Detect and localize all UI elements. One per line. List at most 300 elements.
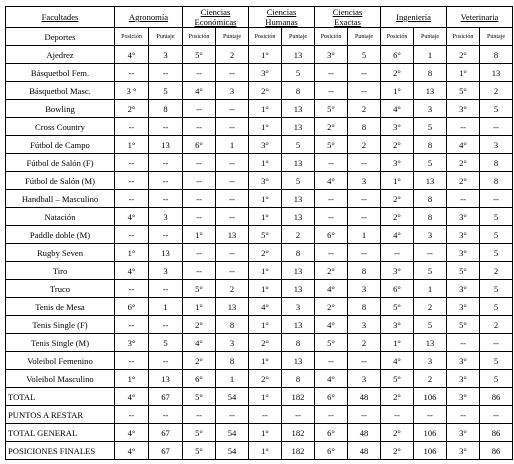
position-cell: 6°	[315, 442, 348, 460]
table-row	[6, 262, 513, 280]
position-cell: 4°	[249, 298, 282, 316]
position-cell: --	[315, 352, 348, 370]
position-cell: 1°	[249, 352, 282, 370]
sport-name-cell: TOTAL GENERAL	[6, 424, 115, 442]
position-cell: --	[115, 316, 149, 334]
sport-name-cell: TOTAL	[6, 388, 115, 406]
points-cell: 13	[480, 64, 513, 82]
points-cell: --	[149, 190, 183, 208]
sport-name-cell: Fútbol de Salón (F)	[6, 154, 115, 172]
position-cell: 5°	[447, 82, 480, 100]
position-cell: 4°	[381, 226, 414, 244]
position-cell: 1°	[249, 280, 282, 298]
position-cell: 1°	[249, 424, 282, 442]
position-cell: 6°	[381, 280, 414, 298]
position-cell: 2°	[315, 262, 348, 280]
points-cell: 13	[149, 136, 183, 154]
position-cell: 2°	[381, 424, 414, 442]
faculty-name-line: Agronomía	[128, 12, 169, 22]
points-cell: --	[348, 190, 381, 208]
points-cell: 5	[480, 226, 513, 244]
points-cell: --	[480, 406, 513, 424]
position-cell: 2°	[381, 136, 414, 154]
position-cell: 2°	[315, 298, 348, 316]
points-cell: --	[216, 190, 249, 208]
table-row	[6, 172, 513, 190]
position-cell: --	[315, 82, 348, 100]
points-cell: 86	[480, 388, 513, 406]
points-cell: 3	[414, 100, 447, 118]
sport-name-cell: Tenis Single (F)	[6, 316, 115, 334]
position-cell: --	[183, 208, 216, 226]
table-row	[6, 118, 513, 136]
points-cell: 8	[216, 316, 249, 334]
table-row	[6, 46, 513, 64]
position-cell: --	[115, 280, 149, 298]
points-cell: --	[480, 118, 513, 136]
position-cell: --	[315, 154, 348, 172]
position-cell: --	[115, 64, 149, 82]
points-cell: 86	[480, 442, 513, 460]
position-subheader: Posición	[249, 28, 282, 46]
position-cell: 4°	[315, 172, 348, 190]
position-cell: 4°	[183, 82, 216, 100]
position-cell: 1°	[249, 262, 282, 280]
position-subheader: Posición	[115, 28, 149, 46]
points-cell: 5	[149, 82, 183, 100]
points-cell: 13	[282, 46, 315, 64]
position-cell: --	[183, 100, 216, 118]
points-subheader: Puntaje	[282, 28, 315, 46]
points-cell: 8	[282, 334, 315, 352]
position-cell: --	[315, 64, 348, 82]
position-cell: 5°	[183, 46, 216, 64]
points-cell: 106	[414, 442, 447, 460]
points-cell: --	[216, 100, 249, 118]
points-cell: 182	[282, 424, 315, 442]
points-cell: 13	[282, 352, 315, 370]
position-cell: 3°	[447, 280, 480, 298]
points-cell: --	[414, 406, 447, 424]
points-cell: 5	[414, 316, 447, 334]
position-cell: 3°	[447, 298, 480, 316]
position-cell: --	[115, 406, 149, 424]
faculty-economicas-header	[183, 7, 249, 28]
points-cell: --	[149, 352, 183, 370]
position-cell: 3°	[381, 316, 414, 334]
position-cell: 5°	[447, 316, 480, 334]
position-cell: 2°	[447, 172, 480, 190]
table-row	[6, 64, 513, 82]
points-cell: 2	[414, 298, 447, 316]
position-cell: 2°	[115, 100, 149, 118]
points-cell: --	[149, 64, 183, 82]
table-row	[6, 154, 513, 172]
points-subheader: Puntaje	[480, 28, 513, 46]
position-cell: 2°	[381, 442, 414, 460]
sport-name-cell: Fútbol de Campo	[6, 136, 115, 154]
position-subheader: Posición	[381, 28, 414, 46]
faculty-name-line: Humanas	[265, 17, 298, 27]
position-cell: 1°	[249, 100, 282, 118]
position-cell: 4°	[381, 352, 414, 370]
position-cell: 1°	[249, 190, 282, 208]
points-cell: 2	[480, 316, 513, 334]
sport-name-cell: Voleibol Femenino	[6, 352, 115, 370]
points-cell: --	[414, 244, 447, 262]
results-table	[5, 6, 513, 460]
position-cell: --	[115, 154, 149, 172]
position-cell: 6°	[315, 226, 348, 244]
table-row	[6, 226, 513, 244]
position-cell: 5°	[315, 100, 348, 118]
position-cell: --	[315, 190, 348, 208]
points-cell: 3	[149, 208, 183, 226]
position-cell: 1°	[183, 226, 216, 244]
faculty-name-line: Ciencias	[332, 7, 363, 17]
points-cell: --	[348, 406, 381, 424]
position-cell: 1°	[249, 208, 282, 226]
position-cell: 5°	[249, 226, 282, 244]
points-cell: 3	[216, 82, 249, 100]
points-cell: 8	[348, 118, 381, 136]
points-cell: --	[216, 208, 249, 226]
table-row	[6, 370, 513, 388]
points-cell: 3	[348, 172, 381, 190]
table-row	[6, 280, 513, 298]
sports-header-label: Deportes	[6, 28, 115, 46]
points-cell: --	[348, 352, 381, 370]
position-cell: 5°	[183, 442, 216, 460]
points-cell: 13	[216, 298, 249, 316]
points-cell: 2	[480, 262, 513, 280]
position-cell: 2°	[183, 316, 216, 334]
points-cell: 106	[414, 424, 447, 442]
position-cell: 3°	[447, 424, 480, 442]
position-cell: --	[115, 352, 149, 370]
results-table-container	[5, 6, 513, 460]
points-cell: 8	[282, 244, 315, 262]
points-cell: 1	[414, 46, 447, 64]
table-row	[6, 82, 513, 100]
position-cell: 3°	[447, 388, 480, 406]
position-cell: 4°	[115, 388, 149, 406]
position-cell: 3°	[447, 244, 480, 262]
position-cell: 6°	[381, 46, 414, 64]
points-cell: 5	[480, 280, 513, 298]
position-cell: 1°	[249, 118, 282, 136]
position-cell: 2°	[183, 352, 216, 370]
position-cell: 1°	[115, 370, 149, 388]
points-cell: 13	[149, 370, 183, 388]
position-cell: --	[183, 406, 216, 424]
points-cell: 5	[282, 172, 315, 190]
points-cell: 5	[480, 298, 513, 316]
points-cell: 8	[149, 100, 183, 118]
faculty-header-row	[6, 7, 513, 28]
position-cell: 1°	[381, 334, 414, 352]
position-cell: --	[183, 154, 216, 172]
points-cell: 67	[149, 442, 183, 460]
points-cell: 13	[414, 334, 447, 352]
points-cell: --	[282, 406, 315, 424]
points-cell: --	[216, 118, 249, 136]
faculty-name-line: Veterinaria	[460, 12, 499, 22]
position-cell: --	[381, 406, 414, 424]
points-cell: 13	[282, 208, 315, 226]
points-subheader: Puntaje	[216, 28, 249, 46]
sport-name-cell: Fútbol de Salón (M)	[6, 172, 115, 190]
points-cell: --	[216, 64, 249, 82]
points-cell: 8	[414, 190, 447, 208]
position-cell: --	[381, 244, 414, 262]
points-cell: 5	[480, 208, 513, 226]
points-cell: 1	[216, 136, 249, 154]
position-cell: 4°	[115, 262, 149, 280]
points-cell: 5	[414, 154, 447, 172]
position-cell: 3°	[381, 118, 414, 136]
position-cell: 1°	[249, 154, 282, 172]
faculty-name-line: Ingeniería	[396, 12, 431, 22]
position-cell: --	[315, 406, 348, 424]
table-row	[6, 244, 513, 262]
position-cell: 3°	[447, 370, 480, 388]
position-cell: 6°	[315, 388, 348, 406]
position-cell: 1°	[249, 388, 282, 406]
position-cell: 2°	[381, 388, 414, 406]
position-cell: --	[447, 118, 480, 136]
position-cell: --	[183, 262, 216, 280]
position-cell: 3°	[315, 46, 348, 64]
points-cell: 3	[348, 370, 381, 388]
position-subheader: Posición	[447, 28, 480, 46]
position-cell: 6°	[183, 370, 216, 388]
position-cell: 5°	[315, 334, 348, 352]
position-cell: --	[315, 208, 348, 226]
table-row	[6, 388, 513, 406]
faculty-exactas-header	[315, 7, 381, 28]
position-cell: 2°	[447, 46, 480, 64]
position-cell: --	[115, 190, 149, 208]
position-cell: 5°	[447, 262, 480, 280]
points-cell: --	[149, 154, 183, 172]
points-cell: 2	[348, 334, 381, 352]
sport-name-cell: Ajedrez	[6, 46, 115, 64]
points-cell: --	[149, 406, 183, 424]
points-cell: 67	[149, 388, 183, 406]
position-cell: 2°	[249, 244, 282, 262]
points-cell: 13	[414, 82, 447, 100]
table-row	[6, 424, 513, 442]
position-cell: 3°	[249, 64, 282, 82]
position-cell: 5°	[381, 370, 414, 388]
points-subheader: Puntaje	[149, 28, 183, 46]
position-cell: 4°	[447, 136, 480, 154]
position-cell: 3°	[249, 136, 282, 154]
points-cell: 48	[348, 424, 381, 442]
points-cell: 3	[414, 352, 447, 370]
points-cell: 2	[216, 46, 249, 64]
points-cell: 8	[282, 82, 315, 100]
points-cell: 8	[480, 46, 513, 64]
position-cell: 2°	[249, 334, 282, 352]
points-cell: 13	[282, 280, 315, 298]
points-cell: --	[216, 154, 249, 172]
position-cell: 1°	[183, 298, 216, 316]
position-cell: 3°	[381, 262, 414, 280]
position-cell: 4°	[183, 334, 216, 352]
position-cell: --	[447, 334, 480, 352]
points-cell: --	[149, 118, 183, 136]
sport-name-cell: Tenis Single (M)	[6, 334, 115, 352]
faculty-name-line: Exactas	[334, 17, 361, 27]
points-cell: 54	[216, 424, 249, 442]
sport-name-cell: Básquetbol Masc.	[6, 82, 115, 100]
points-cell: 54	[216, 442, 249, 460]
points-cell: 1	[348, 226, 381, 244]
sport-name-cell: Truco	[6, 280, 115, 298]
points-cell: 3	[348, 280, 381, 298]
points-cell: --	[348, 208, 381, 226]
table-row	[6, 442, 513, 460]
points-cell: 3	[414, 226, 447, 244]
position-cell: 1°	[447, 64, 480, 82]
position-cell: --	[183, 118, 216, 136]
position-cell: 1°	[249, 316, 282, 334]
points-subheader: Puntaje	[414, 28, 447, 46]
table-row	[6, 136, 513, 154]
points-cell: 13	[216, 226, 249, 244]
points-cell: 8	[480, 172, 513, 190]
points-cell: 2	[348, 136, 381, 154]
sport-name-cell: POSICIONES FINALES	[6, 442, 115, 460]
position-subheader: Posición	[315, 28, 348, 46]
position-cell: 1°	[381, 82, 414, 100]
sport-name-cell: Tenis de Mesa	[6, 298, 115, 316]
position-cell: 3°	[115, 334, 149, 352]
position-cell: 4°	[315, 316, 348, 334]
position-cell: --	[183, 64, 216, 82]
points-subheader: Puntaje	[348, 28, 381, 46]
subheader-row	[6, 28, 513, 46]
points-cell: 8	[414, 136, 447, 154]
points-cell: 3	[216, 334, 249, 352]
table-row	[6, 100, 513, 118]
position-cell: 6°	[183, 136, 216, 154]
position-cell: 6°	[115, 298, 149, 316]
points-cell: 3	[480, 136, 513, 154]
position-cell: 2°	[447, 154, 480, 172]
points-cell: 8	[216, 352, 249, 370]
points-cell: --	[480, 190, 513, 208]
sport-name-cell: Paddle doble (M)	[6, 226, 115, 244]
position-cell: 3°	[447, 442, 480, 460]
points-cell: 8	[414, 208, 447, 226]
points-cell: 5	[348, 46, 381, 64]
points-cell: 1	[149, 298, 183, 316]
faculties-header-label: Facultades	[6, 7, 115, 28]
position-cell: 2°	[381, 190, 414, 208]
table-row	[6, 208, 513, 226]
position-cell: 3°	[447, 352, 480, 370]
points-cell: 1	[414, 280, 447, 298]
position-cell: 5°	[315, 136, 348, 154]
points-cell: 2	[480, 82, 513, 100]
points-cell: --	[149, 172, 183, 190]
position-cell: 2°	[249, 82, 282, 100]
sport-name-cell: Voleibol Masculino	[6, 370, 115, 388]
points-cell: 106	[414, 388, 447, 406]
points-cell: --	[216, 406, 249, 424]
table-row	[6, 298, 513, 316]
position-subheader: Posición	[183, 28, 216, 46]
sport-name-cell: Rugby Seven	[6, 244, 115, 262]
points-cell: --	[149, 316, 183, 334]
table-row	[6, 334, 513, 352]
sport-name-cell: Básquetbol Fem.	[6, 64, 115, 82]
faculty-veterinaria-header	[447, 7, 513, 28]
position-cell: --	[183, 172, 216, 190]
position-cell: 5°	[381, 298, 414, 316]
points-cell: 54	[216, 388, 249, 406]
points-cell: 2	[348, 100, 381, 118]
points-cell: --	[149, 280, 183, 298]
points-cell: 13	[282, 190, 315, 208]
position-cell: --	[115, 172, 149, 190]
table-row	[6, 190, 513, 208]
points-cell: 5	[480, 244, 513, 262]
points-cell: 13	[149, 244, 183, 262]
position-cell: 4°	[115, 208, 149, 226]
points-cell: 13	[282, 262, 315, 280]
position-cell: 3°	[381, 154, 414, 172]
position-cell: 1°	[381, 172, 414, 190]
position-cell: 1°	[249, 46, 282, 64]
position-cell: 4°	[315, 280, 348, 298]
points-cell: 8	[480, 154, 513, 172]
position-cell: 6°	[315, 424, 348, 442]
points-cell: 8	[414, 64, 447, 82]
points-cell: 86	[480, 424, 513, 442]
position-cell: 3°	[249, 172, 282, 190]
points-cell: 5	[480, 370, 513, 388]
results-table-body	[6, 46, 513, 460]
table-row	[6, 352, 513, 370]
points-cell: --	[348, 244, 381, 262]
position-cell: --	[183, 190, 216, 208]
position-cell: --	[183, 244, 216, 262]
points-cell: 13	[414, 172, 447, 190]
faculty-name-line: Económicas	[194, 17, 237, 27]
sport-name-cell: Cross Country	[6, 118, 115, 136]
faculty-ingenieria-header	[381, 7, 447, 28]
position-cell: 1°	[115, 136, 149, 154]
points-cell: --	[216, 172, 249, 190]
position-cell: --	[115, 118, 149, 136]
points-cell: 13	[282, 100, 315, 118]
position-cell: 3°	[447, 100, 480, 118]
position-cell: 2°	[381, 64, 414, 82]
points-cell: 8	[348, 298, 381, 316]
points-cell: 2	[216, 280, 249, 298]
position-cell: 5°	[183, 424, 216, 442]
sport-name-cell: PUNTOS A RESTAR	[6, 406, 115, 424]
points-cell: --	[348, 154, 381, 172]
sport-name-cell: Tiro	[6, 262, 115, 280]
points-cell: 1	[216, 370, 249, 388]
position-cell: --	[315, 244, 348, 262]
points-cell: 5	[480, 352, 513, 370]
